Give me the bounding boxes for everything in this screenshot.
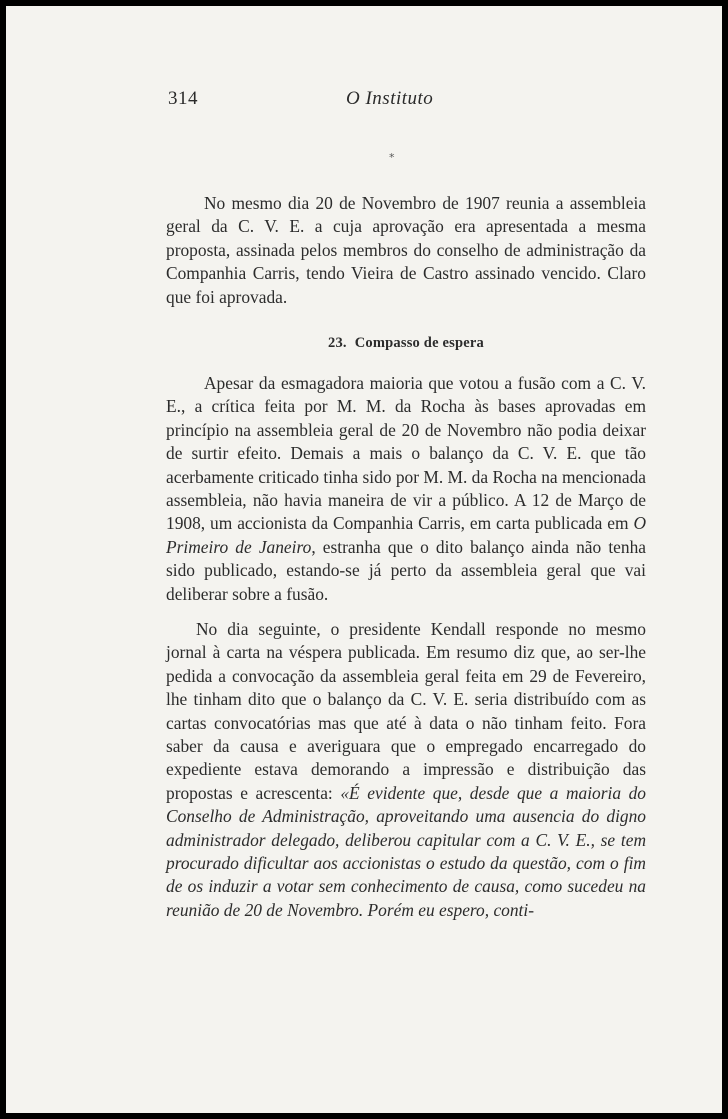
paragraph-3-text: No dia seguinte, o presidente Kendall responde no mesmo jornal à carta na véspera publicada. Em resumo diz que, ao ser-lhe pedida a convocação da assembleia geral feita em 29 de Fevereiro, lhe tinham dito que o balanço da C. V. E. seria distribuído com as cartas convocatórias mas que até à data o não tinham feito. Fora saber da causa e averiguara que o empregado encarregado do expediente estava demorando a impressão e distribuição das propostas e acrescenta:	[166, 619, 646, 803]
book-page	[6, 6, 722, 1113]
running-title: O Instituto	[346, 88, 434, 109]
running-head	[6, 88, 722, 118]
section-title: Compasso de espera	[354, 335, 484, 351]
paragraph-2	[166, 372, 646, 606]
newspaper-title: O Primeiro de Janeiro	[166, 513, 646, 557]
section-number: 23.	[328, 335, 347, 351]
asterisk-ornament: *	[389, 151, 395, 164]
section-heading	[166, 335, 646, 352]
paragraph-3	[166, 618, 646, 922]
paragraph-2-text: Apesar da esmagadora maioria que votou a fusão com a C. V. E., a crítica feita por M. M. da Rocha às bases aprovadas em princípio na assembleia geral de 20 de Novembro não podia deixar de surtir efeito. Demais a mais o balanço da C. V. E. que tão acerbamente criticado tinha sido por M. M. da Rocha na mencionada assembleia, não havia maneira de vir a público. A 12 de Março de 1908, um accionista da Companhia Carris, em carta publicada em	[166, 373, 647, 534]
paragraph-3-quote: «É evidente que, desde que a maioria do Conselho de Administração, aproveitando uma ausencia do digno administrador delegado, deliberou capitular com a C. V. E., se tem procurado dificultar aos accionistas o estudo da questão, com o fim de os induzir a votar sem conhecimento de causa, como sucedeu na reunião de 20 de Novembro. Porém eu espero, conti-	[166, 782, 646, 920]
page-number: 314	[168, 88, 198, 109]
paragraph-1: No mesmo dia 20 de Novembro de 1907 reunia a assembleia geral da C. V. E. a cuja aprovação era apresentada a mesma proposta, assinada pelos membros do conselho de administração da Companhia Carris, tendo Vieira de Castro assinado vencido. Claro que foi aprovada.	[166, 193, 646, 307]
paragraph-2-text-end: , estranha que o dito balanço ainda não tenha sido publicado, estando-se já perto da assembleia geral que vai deliberar sobre a fusão.	[166, 536, 646, 604]
